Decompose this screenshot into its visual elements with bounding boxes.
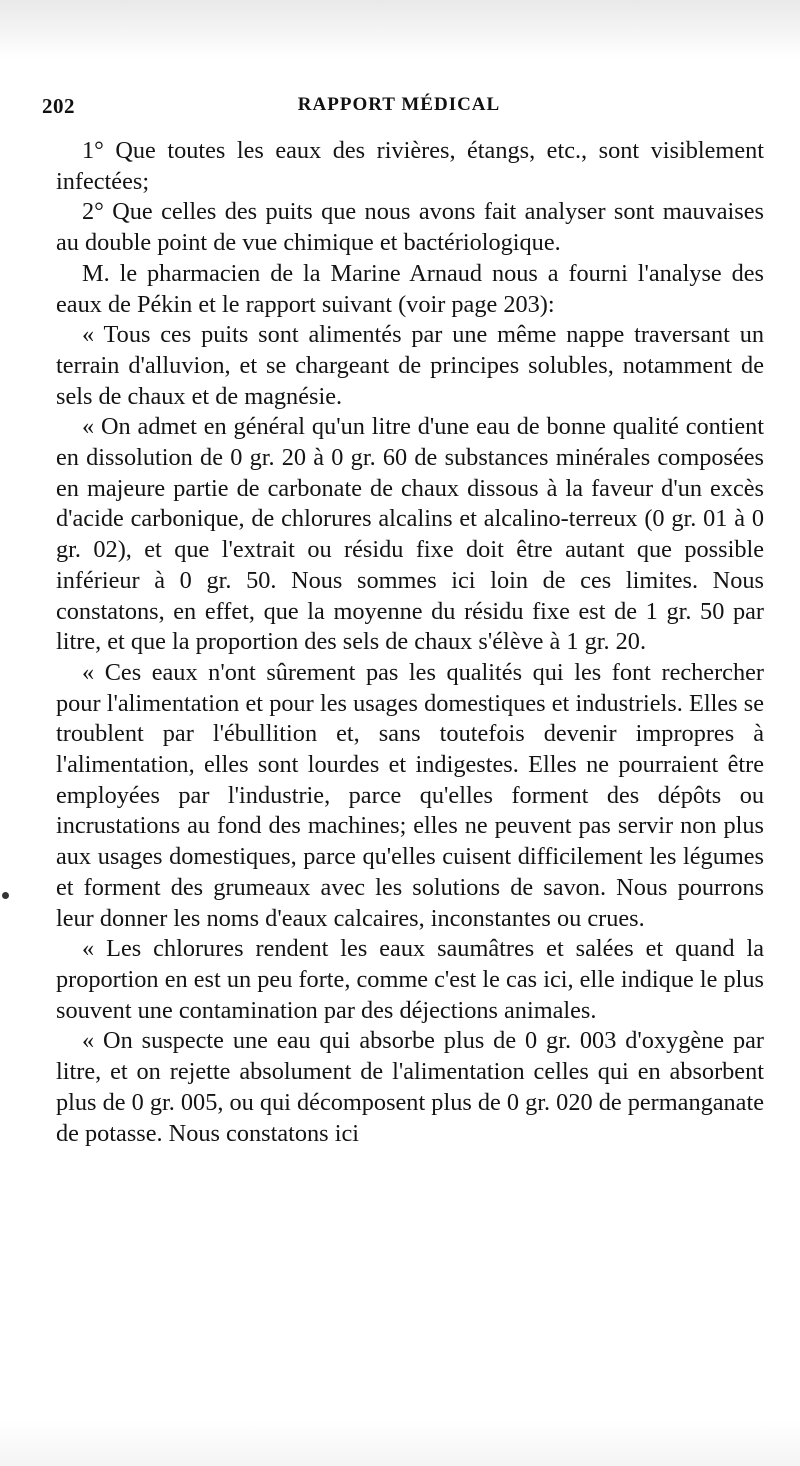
paragraph-qualites: « Ces eaux n'ont sûrement pas les qualités qui les font rechercher pour l'alimentation et pour les usages domestiques et industriels. Elles se troublent par l'ébullition et, sans toutefois devenir impropres à l'alimentation, elles sont lourdes et indigestes. Elles ne pourraient être employées par l'industrie, parce qu'elles forment des dépôts ou incrustations au fond des machines; elles ne peuvent pas servir non plus aux usages domestiques, parce qu'elles cuisent difficilement les légumes et forment des grumeaux avec les solutions de savon. Nous pourrons leur donner les noms d'eaux calcaires, inconstantes ou crues. [56,658,764,932]
paragraph-wells: 2° Que celles des puits que nous avons fait analyser sont mauvaises au double point de vue chimique et bactériologique. [56,198,764,257]
paragraph-rivers: 1° Que toutes les eaux des rivières, étangs, etc., sont visiblement infectées; [56,137,764,195]
page-header [42,94,756,124]
page-number: 202 [42,94,75,118]
paragraph-chlorures: « Les chlorures rendent les eaux saumâtres et salées et quand la proportion en est un peu forte, comme c'est le cas ici, elle indique le plus souvent une contamination par des déjections animales. [56,935,764,1024]
running-title: RAPPORT MÉDICAL [297,94,501,115]
paragraph-nappe: « Tous ces puits sont alimentés par une même nappe traversant un terrain d'alluvion, et se chargeant de principes solubles, notamment de sels de chaux et de magnésie. [56,321,764,410]
paragraph-bonne-qualite: « On admet en général qu'un litre d'une eau de bonne qualité contient en dissolution de 0 gr. 20 à 0 gr. 60 de substances minérales composées en majeure partie de carbonate de chaux dissous à la faveur d'un excès d'acide carbonique, de chlorures alcalins et alcalino-terreux (0 gr. 01 à 0 gr. 02), et que l'extrait ou résidu fixe doit être autant que possible inférieur à 0 gr. 50. Nous sommes ici loin de ces limites. Nous constatons, en effet, que la moyenne du résidu fixe est de 1 gr. 50 par litre, et que la proportion des sels de chaux s'élève à 1 gr. 20. [56,413,764,656]
paragraph-arnaud: M. le pharmacien de la Marine Arnaud nous a fourni l'analyse des eaux de Pékin et le rapport suivant (voir page 203): [56,259,764,318]
ink-smudge [2,892,9,899]
paragraph-oxygene: « On suspecte une eau qui absorbe plus de 0 gr. 003 d'oxygène par litre, et on rejette absolument de l'alimentation celles qui en absorbent plus de 0 gr. 005, ou qui décomposent plus de 0 gr. 020 de permanganate de potasse. Nous constatons ici [56,1027,764,1147]
page-body [56,136,764,1149]
